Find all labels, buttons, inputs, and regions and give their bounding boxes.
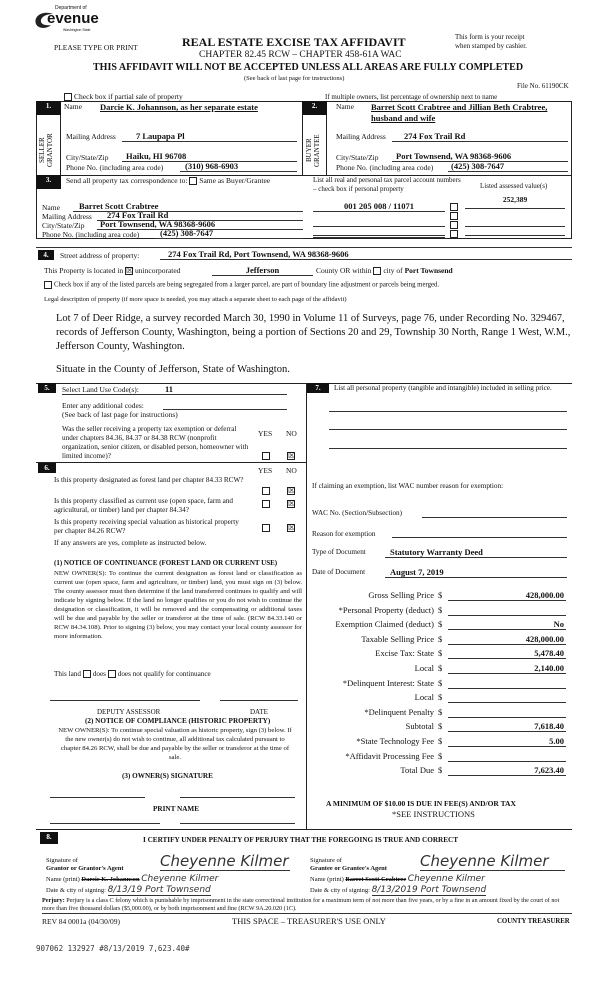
- tax-row: [310, 692, 570, 706]
- current-use-question: Is this property classified as current use (open space, farm and agricultural, or timber) land per chapter 84.34?: [54, 497, 234, 514]
- tax-row-value[interactable]: [448, 678, 566, 689]
- city-checkbox[interactable]: [373, 267, 381, 275]
- partial-sale-checkbox[interactable]: [64, 92, 183, 101]
- receipt-line: when stamped by cashier.: [455, 42, 527, 50]
- dor-logo: [33, 5, 97, 36]
- dollar-sign: $: [438, 721, 443, 732]
- notice2-text: NEW OWNER(S): To continue special valuation as historic property, sign (3) below. If the new owner(s) do not wish to continue, all additional tax calculated pursuant to chapter 84.26 RCW, shall be due and payable by the seller or transferor at the time of sale.: [58, 727, 292, 761]
- tax-row: [310, 678, 570, 692]
- print-name-label: PRINT NAME: [153, 805, 199, 813]
- seller-name-label: Name: [64, 102, 82, 111]
- dollar-sign: $: [438, 633, 443, 644]
- dollar-sign: $: [438, 765, 443, 776]
- tax-row-label: Excise Tax: State: [375, 648, 434, 659]
- personal-property-checkbox[interactable]: [450, 212, 458, 220]
- tax-row: [310, 663, 570, 677]
- tax-row: [310, 765, 570, 779]
- owner-signature-label: (3) OWNER(S) SIGNATURE: [122, 772, 213, 780]
- city-of-label: city of: [383, 266, 403, 275]
- yes-header: YES: [258, 429, 273, 438]
- wac-input[interactable]: [422, 517, 567, 518]
- doc-date[interactable]: August 7, 2019: [385, 567, 567, 578]
- county[interactable]: Jefferson: [212, 265, 313, 276]
- perjury-label: Perjury:: [42, 897, 65, 904]
- reason-input[interactable]: [392, 537, 567, 538]
- location-line: [44, 266, 180, 275]
- grantee-name-print: [310, 874, 485, 885]
- grantor-agent: Grantor or Grantor's Agent: [46, 865, 124, 872]
- tax-row-label: Gross Selling Price: [368, 590, 434, 600]
- perjury-note: [42, 897, 572, 914]
- corr-addr-label: Mailing Address: [42, 212, 92, 221]
- tax-row-label: *Delinquent Interest: State: [342, 677, 434, 688]
- deputy-label: DEPUTY ASSESSOR: [97, 708, 161, 716]
- tax-row: [310, 721, 570, 735]
- section-1-badge: 1.: [36, 101, 61, 115]
- additional-codes-label: Enter any additional codes:: [62, 401, 144, 410]
- grantor-date-value[interactable]: 8/13/19 Port Townsend: [107, 885, 211, 895]
- chapter: CHAPTER 82.45 RCW – CHAPTER 458-61A WAC: [199, 50, 402, 60]
- owner-signature-line[interactable]: [50, 797, 145, 798]
- grantee-signature[interactable]: Cheyenne Kilmer: [420, 853, 565, 871]
- tax-row-value[interactable]: [448, 751, 566, 762]
- personal-property-label: List all personal property (tangible and intangible) included in selling price.: [334, 384, 552, 392]
- historic-question: Is this property receiving special valuation as historical property per chapter 84.26 RCW?: [54, 518, 239, 535]
- tax-row: [310, 619, 570, 633]
- grantor-agent-print[interactable]: Cheyenne Kilmer: [141, 874, 219, 884]
- parcel-number[interactable]: 001 205 008 / 11071: [313, 201, 445, 212]
- tax-row-label: Total Due: [400, 765, 434, 776]
- tax-row-value[interactable]: 428,000.00: [448, 590, 566, 601]
- city-name: Port Townsend: [404, 266, 453, 275]
- dollar-sign: $: [438, 663, 443, 673]
- certify: I CERTIFY UNDER PENALTY OF PERJURY THAT THE FOREGOING IS TRUE AND CORRECT: [143, 836, 458, 844]
- personal-property-line[interactable]: [329, 411, 567, 412]
- county-or-label: County OR within: [316, 266, 372, 275]
- if-yes-note: If any answers are yes, complete as instructed below.: [54, 539, 207, 547]
- tax-row-label: Local: [414, 663, 434, 673]
- buyer-name-2[interactable]: husband and wife: [371, 113, 436, 123]
- does-checkbox[interactable]: [83, 670, 91, 678]
- grantor-name[interactable]: Darcie K. Johannson: [81, 876, 140, 883]
- receipt-note: [455, 33, 527, 51]
- personal-property-line[interactable]: [329, 429, 567, 430]
- tax-row-label: Subtotal: [405, 721, 434, 732]
- tax-row: [310, 736, 570, 750]
- grantee-date-value[interactable]: 8/13/2019 Port Townsend: [371, 885, 487, 895]
- section-5-badge: 5.: [38, 383, 56, 393]
- exemption-question: Was the seller receiving a property tax exemption or deferral under chapters 84.36, 84.37 or 84.38 RCW (nonprofit organization, senior citizen, or disabled person, homeowner with limited income)?: [62, 425, 249, 460]
- tax-row: [310, 634, 570, 648]
- section-2-badge: 2.: [302, 101, 327, 115]
- wac-label: WAC No. (Section/Subsection): [312, 509, 403, 517]
- minimum-note: A MINIMUM OF $10.00 IS DUE IN FEE(S) AND/OR TAX: [326, 799, 516, 808]
- notice1-title: (1) NOTICE OF CONTINUANCE (FOREST LAND OR CURRENT USE): [54, 559, 278, 567]
- dollar-sign: $: [438, 590, 443, 600]
- this-land-label: This land: [54, 670, 81, 678]
- please-type: PLEASE TYPE OR PRINT: [54, 43, 138, 52]
- dollar-sign: $: [438, 750, 443, 761]
- section-8-badge: 8.: [40, 832, 58, 844]
- section-6-badge: 6.: [38, 463, 56, 473]
- grantee-sig-label: [310, 857, 387, 873]
- current-use-no-checkbox[interactable]: ☒: [288, 499, 296, 508]
- tax-row-label: *State Technology Fee: [356, 736, 434, 746]
- corr-addr[interactable]: 274 Fox Trail Rd: [97, 210, 303, 221]
- date-label: DATE: [250, 708, 268, 716]
- corr-city-label: City/State/Zip: [42, 221, 85, 230]
- form-title: REAL ESTATE EXCISE TAX AFFIDAVIT: [182, 35, 406, 49]
- tax-row-label: *Delinquent Penalty: [364, 706, 434, 717]
- receipt-line: This form is your receipt: [455, 33, 525, 41]
- no-header: NO: [286, 466, 297, 475]
- land-use-label: Select Land Use Code(s):: [62, 385, 139, 394]
- forest-question: Is this property designated as forest land per chapter 84.33 RCW?: [54, 476, 244, 484]
- same-as-buyer-label: Same as Buyer/Grantee: [199, 176, 271, 185]
- county-city: [316, 266, 453, 275]
- grantee-date: [310, 885, 486, 896]
- dollar-sign: $: [438, 706, 443, 717]
- tax-row-value[interactable]: [448, 707, 566, 718]
- tax-row-value[interactable]: 5,478.40: [448, 648, 566, 659]
- parcel-line[interactable]: [313, 228, 445, 236]
- legal-description[interactable]: Lot 7 of Deer Ridge, a survey recorded March 30, 1990 in Volume 11 of Surveys, page 76, under Recording No. 329467, records of Jefferson County, Washington, being a portion of Sections 20 and 29, Township 30 North, Range 1 West, W.M., Jefferson County, Washington.: [56, 313, 571, 352]
- doc-type-label: Type of Document: [312, 548, 366, 556]
- owner-signature-line[interactable]: [180, 797, 295, 798]
- buyer-name[interactable]: Barret Scott Crabtree and Jillian Beth Crabtree,: [371, 102, 548, 112]
- dollar-sign: $: [438, 736, 443, 746]
- forest-yes-checkbox[interactable]: [262, 487, 270, 495]
- sig-of: Signature of: [46, 857, 78, 864]
- exemption-no-checkbox[interactable]: ☒: [288, 451, 296, 460]
- seller-name[interactable]: Darcie K. Johannson, as her separate estate: [100, 102, 258, 112]
- tax-row-value[interactable]: 428,000.00: [448, 634, 566, 645]
- logo-revenue: evenue: [47, 10, 99, 27]
- no-header: NO: [286, 429, 297, 438]
- see-back-5: (See back of last page for instructions): [62, 410, 178, 419]
- date-line[interactable]: [220, 700, 298, 701]
- deputy-signature-line[interactable]: [50, 700, 200, 701]
- grantor-sig-label: [46, 857, 124, 873]
- date-city-label: Date & city of signing:: [46, 887, 106, 894]
- tax-row: [310, 590, 570, 604]
- seller-addr[interactable]: 7 Laupapa Pl: [122, 131, 297, 142]
- buyer-addr-label: Mailing Address: [336, 132, 386, 141]
- additional-codes-input[interactable]: [163, 402, 287, 410]
- situate[interactable]: Situate in the County of Jefferson, State of Washington.: [56, 364, 290, 375]
- treasurer-space: THIS SPACE – TREASURER'S USE ONLY: [232, 916, 386, 926]
- print-name-line[interactable]: [50, 823, 160, 824]
- perjury-text: Perjury is a class C felony which is punishable by imprisonment in the state correctional institution for a maximum term of not more than five years, or by a fine in an amount fixed by the court of not more than five thousand dollars ($5,000.00), or by both imprisonment and fine (RCW 9A.20.020 (1C).: [42, 897, 560, 912]
- divider: [36, 247, 572, 248]
- parcel-line[interactable]: [313, 219, 445, 227]
- buyer-city-label: City/State/Zip: [336, 153, 379, 162]
- seller-addr-label: Mailing Address: [66, 132, 116, 141]
- corr-phone-label: Phone No. (including area code): [42, 230, 140, 239]
- buyer-name-label: Name: [336, 102, 354, 111]
- located-label: This Property is located in: [44, 266, 124, 275]
- seller-city-label: City/State/Zip: [66, 153, 109, 162]
- doc-type[interactable]: Statutory Warranty Deed: [385, 547, 567, 558]
- assessed-label: Listed assessed value(s): [480, 182, 548, 190]
- grantor-name-print: [46, 874, 218, 885]
- does-label: does: [92, 670, 106, 678]
- tax-row-value[interactable]: 7,618.40: [448, 721, 566, 732]
- land-use-code[interactable]: 11: [165, 384, 174, 394]
- see-back: (See back of last page for instructions): [244, 75, 345, 82]
- tax-row-label: *Affidavit Processing Fee: [345, 750, 434, 761]
- buyer-grantee-label: BUYER GRANTEE: [305, 134, 321, 167]
- section-7-badge: 7.: [307, 383, 329, 393]
- parcel-line[interactable]: [313, 237, 445, 238]
- county-treasurer: COUNTY TREASURER: [497, 918, 570, 925]
- doc-date-label: Date of Document: [312, 568, 366, 576]
- divider: [36, 829, 572, 830]
- seller-phone[interactable]: (310) 968-6903: [180, 161, 297, 172]
- tax-row-value[interactable]: [448, 605, 566, 616]
- dollar-sign: $: [438, 648, 443, 659]
- dollar-sign: $: [438, 692, 443, 703]
- continuance-line: [54, 670, 211, 678]
- cashier-stamp: 907062 132927 #8/13/2019 7,623.40#: [36, 944, 190, 953]
- see-instructions: *SEE INSTRUCTIONS: [392, 809, 475, 819]
- assessed-value[interactable]: 252,389: [465, 195, 565, 209]
- land-use-line[interactable]: [62, 394, 287, 395]
- section-4-badge: 4.: [38, 250, 54, 260]
- logo-state: Washington State: [63, 28, 91, 32]
- exemption-yes-checkbox[interactable]: [262, 452, 270, 460]
- dollar-sign: $: [438, 677, 443, 688]
- grantor-signature[interactable]: Cheyenne Kilmer: [160, 852, 289, 870]
- seller-grantor-label: SELLER GRANTOR: [38, 133, 54, 168]
- street-address[interactable]: 274 Fox Trail Rd, Port Townsend, WA 98368-9606: [160, 249, 572, 260]
- dollar-sign: $: [438, 604, 443, 615]
- parcel-list-label: List all real and personal tax parcel account numbers – check box if personal property: [313, 176, 461, 193]
- current-use-yes-checkbox[interactable]: [262, 500, 270, 508]
- tax-row-value[interactable]: [448, 692, 566, 703]
- name-print-label: Name (print): [310, 876, 344, 883]
- rev-number: REV 84 0001a (04/30/09): [42, 917, 120, 926]
- tax-row: [310, 648, 570, 662]
- corr-name-label: Name: [42, 203, 60, 212]
- does-not-label: does not qualify for continuance: [117, 670, 211, 678]
- name-print-label: Name (print): [46, 876, 80, 883]
- yes-header: YES: [258, 466, 273, 475]
- buyer-addr[interactable]: 274 Fox Trail Rd: [392, 131, 568, 142]
- segregated-checkbox[interactable]: [44, 281, 439, 289]
- section-3-badge: 3.: [36, 175, 61, 189]
- dollar-sign: $: [438, 619, 443, 630]
- grantee-agent: Grantee or Grantee's Agent: [310, 865, 387, 872]
- tax-row-value[interactable]: 5.00: [448, 736, 566, 747]
- assessed-line[interactable]: [465, 228, 565, 236]
- corr-city[interactable]: Port Townsend, WA 98368-9606: [97, 219, 303, 230]
- claiming-label: If claiming an exemption, list WAC number reason for exemption:: [312, 482, 504, 490]
- tax-row-value[interactable]: No: [448, 619, 566, 630]
- sig-of: Signature of: [310, 857, 342, 864]
- does-not-checkbox[interactable]: [108, 670, 116, 678]
- partial-sale-label: Check box if partial sale of property: [74, 92, 183, 101]
- tax-row: [310, 605, 570, 619]
- same-as-buyer-checkbox[interactable]: [189, 177, 197, 185]
- date-city-label: Date & city of signing:: [310, 887, 370, 894]
- buyer-phone-label: Phone No. (including area code): [336, 163, 434, 172]
- tax-row-label: Taxable Selling Price: [361, 633, 434, 644]
- corr-phone[interactable]: (425) 308-7647: [155, 228, 303, 239]
- tax-row-label: *Personal Property (deduct): [338, 604, 434, 615]
- legal-label: Legal description of property (if more space is needed, you may attach a separate sheet to each page of the affidavit): [44, 296, 347, 303]
- divider: [306, 383, 307, 830]
- divider: [36, 462, 306, 463]
- seller-city[interactable]: Haiku, HI 96708: [122, 151, 297, 162]
- forest-no-checkbox[interactable]: ☒: [288, 486, 296, 495]
- unincorporated-label: unincorporated: [135, 266, 181, 275]
- grantee-agent-print[interactable]: Cheyenne Kilmer: [407, 874, 485, 884]
- file-no: File No. 61190CK: [517, 82, 569, 90]
- send-label: Send all property tax correspondence to:: [66, 176, 188, 185]
- tax-row-value[interactable]: 2,140.00: [448, 663, 566, 674]
- reason-label: Reason for exemption: [312, 530, 376, 538]
- assessed-line[interactable]: [465, 219, 565, 227]
- grantee-name[interactable]: Barret Scott Crabtree: [345, 876, 407, 883]
- grantor-date: [46, 885, 211, 896]
- personal-property-checkbox[interactable]: [450, 230, 458, 238]
- buyer-city[interactable]: Port Townsend, WA 98368-9606: [392, 151, 568, 162]
- personal-property-checkbox[interactable]: [450, 203, 458, 211]
- tax-row-value[interactable]: 7,623.40: [448, 765, 566, 776]
- segregated-label: Check box if any of the listed parcels are being segregated from a larger parcel, are part of boundary line adjustment or parcels being merged.: [54, 281, 440, 289]
- corr-name[interactable]: Barret Scott Crabtree: [73, 201, 303, 212]
- personal-property-checkbox[interactable]: [450, 221, 458, 229]
- tax-row-label: Exemption Claimed (deduct): [335, 619, 434, 630]
- street-label: Street address of property:: [60, 251, 140, 260]
- historic-yes-checkbox[interactable]: [262, 524, 270, 532]
- warning: THIS AFFIDAVIT WILL NOT BE ACCEPTED UNLESS ALL AREAS ARE FULLY COMPLETED: [93, 62, 524, 73]
- print-name-line[interactable]: [180, 823, 295, 824]
- unincorporated-checkbox[interactable]: ☒: [126, 266, 134, 276]
- notice2-title: (2) NOTICE OF COMPLIANCE (HISTORIC PROPERTY): [85, 717, 271, 725]
- logo-department: Department of: [55, 5, 87, 11]
- buyer-phone[interactable]: (425) 308-7647: [448, 161, 568, 172]
- notice1-text: NEW OWNER(S): To continue the current designation as forest land or classification as current use (open space, farm and agriculture, or timber) land, you must sign on (3) below. The county assessor must then determine if the land transferred continues to qualify and will indicate by signing below. If the land no longer qualifies or you do not wish to continue the designation or classification, it will be removed and the compensating or additional taxes will be due and payable by the seller or transferor at the time of sale. (RCW 84.33.140 or RCW 84.34.108). Prior to signing (3) below, you may contact your local county assessor for more information.: [54, 570, 302, 640]
- tax-row: [310, 751, 570, 765]
- multiple-owners-note: If multiple owners, list percentage of ownership next to name: [325, 93, 498, 101]
- tax-row: [310, 707, 570, 721]
- seller-phone-label: Phone No. (including area code): [66, 163, 164, 172]
- historic-no-checkbox[interactable]: ☒: [288, 523, 296, 532]
- personal-property-line[interactable]: [329, 448, 567, 449]
- send-correspondence: [66, 176, 270, 185]
- tax-row-label: Local: [414, 692, 434, 703]
